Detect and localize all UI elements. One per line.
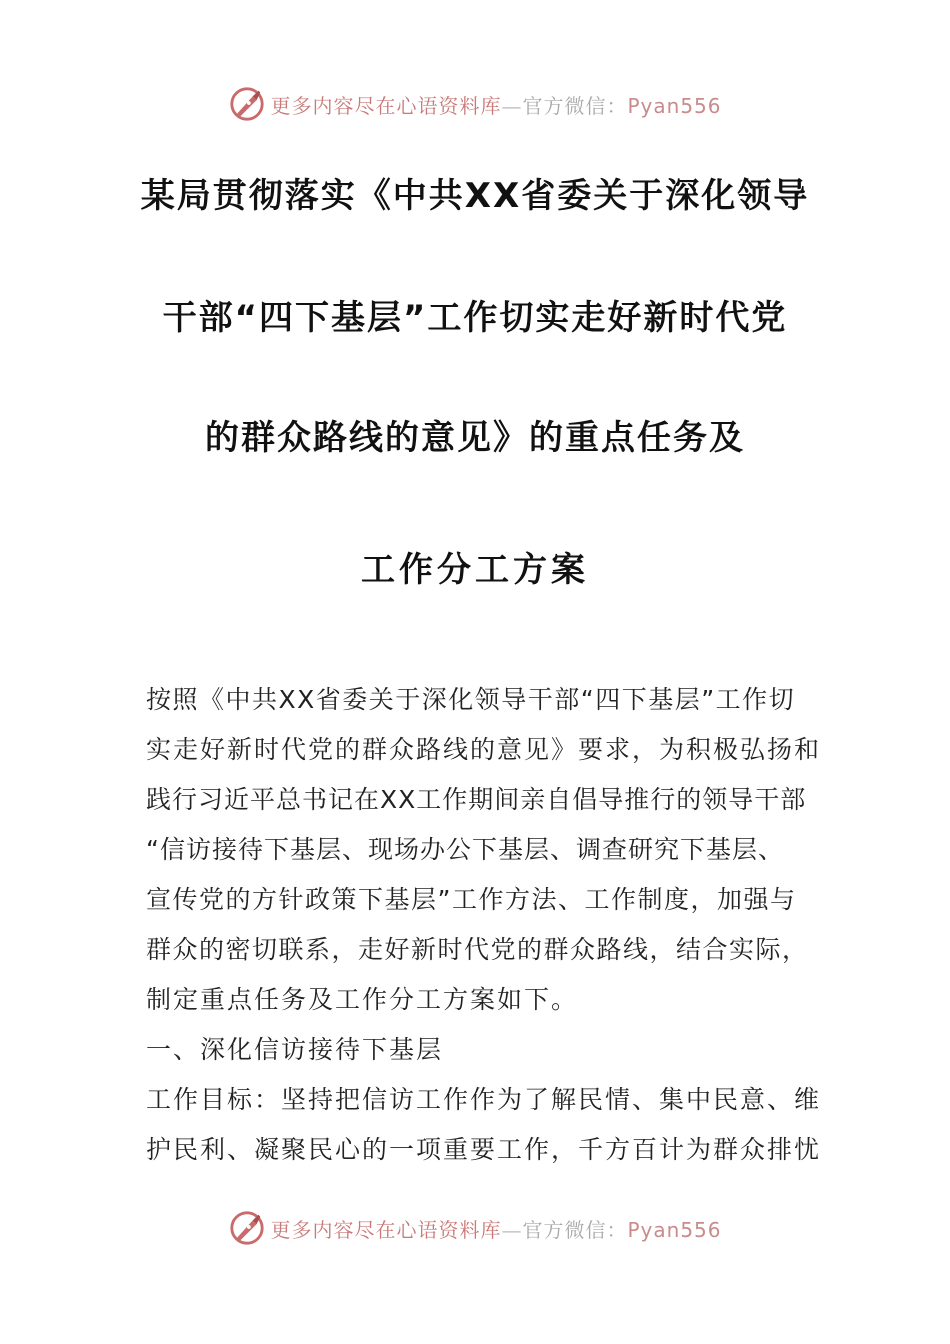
body-text-line: 践行习近平总书记在XX工作期间亲自倡导推行的领导干部 xyxy=(146,785,807,814)
watermark-separator: — xyxy=(501,1217,523,1242)
watermark-header xyxy=(0,82,950,126)
body-text-line: 工作目标：坚持把信访工作作为了解民情、集中民意、维 xyxy=(146,1085,822,1114)
body-text-line: 群众的密切联系，走好新时代党的群众路线，结合实际， xyxy=(146,935,809,964)
body-text-line: 制定重点任务及工作分工方案如下。 xyxy=(146,985,579,1014)
pen-nib-logo-icon xyxy=(228,1209,266,1247)
watermark-text xyxy=(270,1214,721,1243)
watermark-main-text: 更多内容尽在心语资料库 xyxy=(270,93,502,118)
pen-nib-logo-icon xyxy=(228,85,266,123)
watermark-wechat-label: 官方微信： xyxy=(522,93,628,118)
document-title-line-1: 某局贯彻落实《中共XX省委关于深化领导 xyxy=(140,176,810,216)
watermark-separator: — xyxy=(501,93,523,118)
watermark-text xyxy=(270,90,721,119)
watermark-wechat-id: Pyan556 xyxy=(627,93,722,118)
document-title-line-2: 干部“四下基层”工作切实走好新时代党 xyxy=(162,298,788,338)
section-heading: 一、深化信访接待下基层 xyxy=(146,1035,444,1064)
body-text-line: 按照《中共XX省委关于深化领导干部“四下基层”工作切 xyxy=(146,685,796,714)
body-text-line: “信访接待下基层、现场办公下基层、调查研究下基层、 xyxy=(146,835,784,864)
body-text-line: 实走好新时代党的群众路线的意见》要求，为积极弘扬和 xyxy=(146,735,822,764)
document-title-line-4: 工作分工方案 xyxy=(361,550,589,590)
watermark-main-text: 更多内容尽在心语资料库 xyxy=(270,1217,502,1242)
body-text-line: 宣传党的方针政策下基层”工作方法、工作制度，加强与 xyxy=(146,885,797,914)
watermark-wechat-id: Pyan556 xyxy=(627,1217,722,1242)
watermark-wechat-label: 官方微信： xyxy=(522,1217,628,1242)
document-title-line-3: 的群众路线的意见》的重点任务及 xyxy=(205,418,745,458)
watermark-footer xyxy=(0,1206,950,1250)
body-text-line: 护民利、凝聚民心的一项重要工作，千方百计为群众排忧 xyxy=(146,1135,822,1164)
